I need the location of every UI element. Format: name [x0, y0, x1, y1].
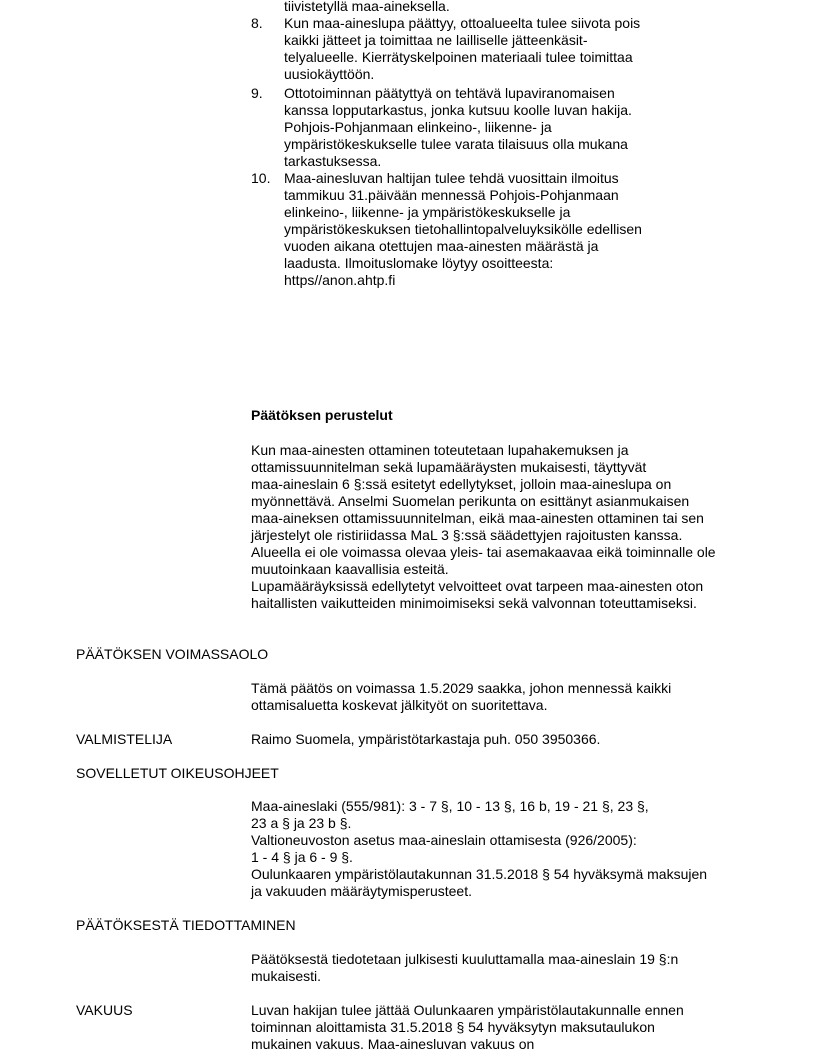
perustelut-line: maa-aineksen ottamissuunnitelman, eikä maa-ainesten ottaminen tai sen	[251, 510, 704, 526]
perustelut-line: haitallisten vaikutteiden minimoimiseksi sekä valvonnan toteuttamiseksi.	[251, 595, 697, 611]
list-item-9-line: ympäristökeskukselle tulee varata tilaisuus olla mukana	[284, 136, 628, 152]
list-item-8-line: telyalueelle. Kierrätyskelpoinen materiaali tulee toimittaa	[284, 49, 633, 65]
oikeusohjeet-line: ja vakuuden määräytymisperusteet.	[251, 883, 472, 899]
oikeusohjeet-heading: SOVELLETUT OIKEUSOHJEET	[76, 765, 279, 781]
voimassaolo-line: Tämä päätös on voimassa 1.5.2029 saakka, johon mennessä kaikki	[251, 680, 672, 696]
valmistelija-text: Raimo Suomela, ympäristötarkastaja puh. 050 3950366.	[251, 731, 601, 747]
perustelut-heading: Päätöksen perustelut	[251, 407, 393, 423]
perustelut-line: Lupamääräyksissä edellytetyt velvoitteet ovat tarpeen maa-ainesten oton	[251, 578, 704, 594]
list-item-7-tail: tiivistetyllä maa-aineksella.	[284, 0, 450, 14]
list-item-9-line: Pohjois-Pohjanmaan elinkeino-, liikenne- ja	[284, 119, 552, 135]
oikeusohjeet-line: 23 a § ja 23 b §.	[251, 815, 352, 831]
list-item-8-line: kaikki jätteet ja toimittaa ne lailliselle jätteenkäsit-	[284, 32, 588, 48]
list-item-10-line: laadusta. Ilmoituslomake löytyy osoitteesta:	[284, 255, 554, 271]
list-item-10-line: https//anon.ahtp.fi	[284, 272, 396, 288]
list-item-10-line: tammikuu 31.päivään mennessä Pohjois-Pohjanmaan	[284, 187, 619, 203]
valmistelija-heading: VALMISTELIJA	[76, 731, 173, 747]
list-item-9-line: Ottotoiminnan päätyttyä on tehtävä lupaviranomaisen	[284, 85, 615, 101]
list-item-10-line: ympäristökeskuksen tietohallintopalveluyksikölle edellisen	[284, 221, 642, 237]
tiedottaminen-line: mukaisesti.	[251, 968, 322, 984]
voimassaolo-line: ottamisaluetta koskevat jälkityöt on suoritettava.	[251, 697, 548, 713]
list-item-8-line: Kun maa-aineslupa päättyy, ottoalueelta tulee siivota pois	[284, 15, 641, 31]
list-item-10-number: 10.	[251, 170, 271, 186]
perustelut-line: Kun maa-ainesten ottaminen toteutetaan lupahakemuksen ja	[251, 442, 629, 458]
list-item-8-number: 8.	[251, 15, 263, 31]
oikeusohjeet-line: Oulunkaaren ympäristölautakunnan 31.5.2018 § 54 hyväksymä maksujen	[251, 866, 708, 882]
list-item-10-line: Maa-ainesluvan haltijan tulee tehdä vuosittain ilmoitus	[284, 170, 619, 186]
vakuus-heading: VAKUUS	[76, 1002, 133, 1018]
tiedottaminen-line: Päätöksestä tiedotetaan julkisesti kuuluttamalla maa-aineslain 19 §:n	[251, 951, 679, 967]
vakuus-line: Luvan hakijan tulee jättää Oulunkaaren ympäristölautakunnalle ennen	[251, 1002, 684, 1018]
list-item-10-line: elinkeino-, liikenne- ja ympäristökeskukselle ja	[284, 204, 571, 220]
list-item-9-line: kanssa lopputarkastus, jonka kutsuu koolle luvan hakija.	[284, 102, 632, 118]
vakuus-line: mukainen vakuus. Maa-ainesluvan vakuus on	[251, 1036, 535, 1052]
oikeusohjeet-line: Maa-aineslaki (555/981): 3 - 7 §, 10 - 13 §, 16 b, 19 - 21 §, 23 §,	[251, 798, 649, 814]
list-item-10-line: vuoden aikana otettujen maa-ainesten määrästä ja	[284, 238, 599, 254]
list-item-9-line: tarkastuksessa.	[284, 153, 382, 169]
perustelut-line: maa-aineslain 6 §:ssä esitetyt edellytykset, jolloin maa-aineslupa on	[251, 476, 672, 492]
list-item-9-number: 9.	[251, 85, 263, 101]
list-item-8-line: uusiokäyttöön.	[284, 66, 375, 82]
perustelut-line: Alueella ei ole voimassa olevaa yleis- tai asemakaavaa eikä toiminnalle ole	[251, 544, 716, 560]
oikeusohjeet-line: 1 - 4 § ja 6 - 9 §.	[251, 849, 353, 865]
perustelut-line: ottamissuunnitelman sekä lupamääräysten mukaisesti, täyttyvät	[251, 459, 647, 475]
tiedottaminen-heading: PÄÄTÖKSESTÄ TIEDOTTAMINEN	[76, 917, 296, 933]
perustelut-line: muutoinkaan kaavallisia esteitä.	[251, 561, 449, 577]
oikeusohjeet-line: Valtioneuvoston asetus maa-aineslain ottamisesta (926/2005):	[251, 832, 637, 848]
perustelut-line: myönnettävä. Anselmi Suomelan perikunta on esittänyt asianmukaisen	[251, 493, 690, 509]
voimassaolo-heading: PÄÄTÖKSEN VOIMASSAOLO	[76, 646, 269, 662]
vakuus-line: toiminnan aloittamista 31.5.2018 § 54 hyväksytyn maksutaulukon	[251, 1019, 655, 1035]
perustelut-line: järjestelyt ole ristiriidassa MaL 3 §:ssä säädettyjen rajoitusten kanssa.	[251, 527, 683, 543]
